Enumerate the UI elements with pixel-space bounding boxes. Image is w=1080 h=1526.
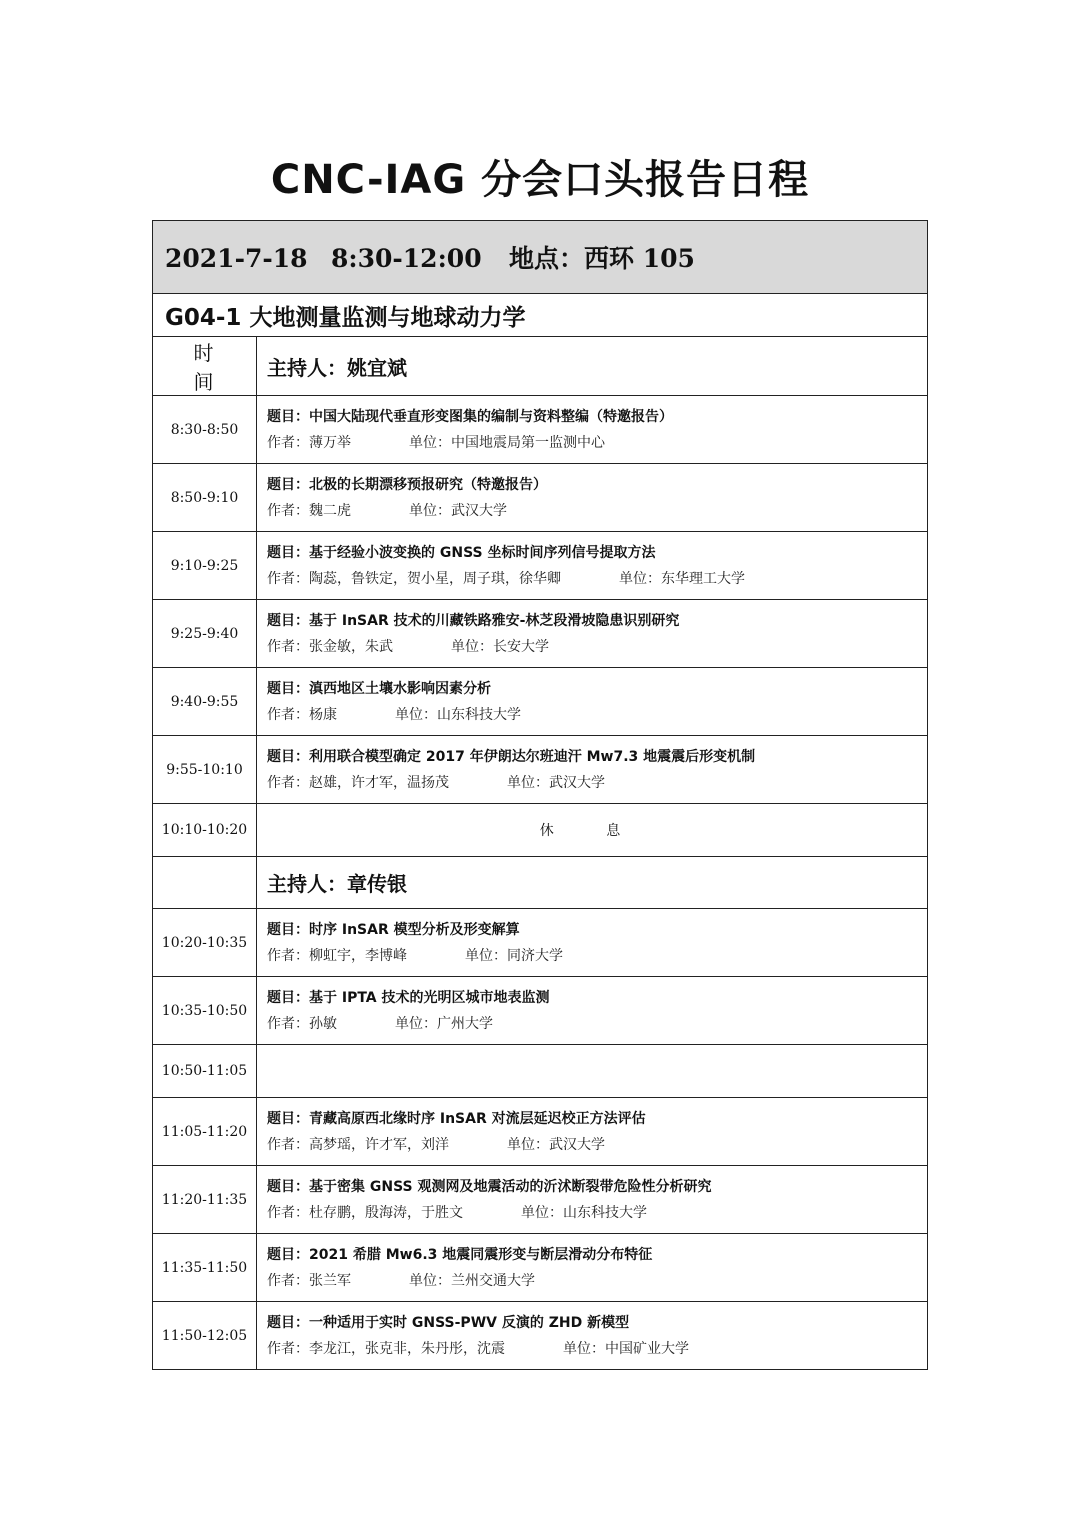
unit-prefix: 单位：	[451, 638, 493, 655]
title-prefix: 题目：	[267, 748, 309, 765]
talk-title-line	[267, 1242, 927, 1268]
talk-cell	[257, 532, 928, 600]
header-venue: 地点：西环 105	[509, 244, 695, 273]
break-row	[153, 804, 928, 857]
talk-authors: 柳虹宇，李博峰	[309, 947, 407, 964]
talk-title-line	[267, 917, 927, 943]
time-column-label: 时 间	[153, 337, 257, 396]
talk-meta-line	[267, 634, 927, 660]
title-prefix: 题目：	[267, 989, 309, 1006]
talk-title: 基于密集 GNSS 观测网及地震活动的沂沭断裂带危险性分析研究	[309, 1178, 712, 1195]
author-prefix: 作者：	[267, 706, 309, 723]
talk-title: 2021 希腊 Mw6.3 地震同震形变与断层滑动分布特征	[309, 1246, 653, 1263]
talk-title: 青藏高原西北缘时序 InSAR 对流层延迟校正方法评估	[309, 1110, 646, 1127]
talk-title-line	[267, 744, 927, 770]
author-prefix: 作者：	[267, 947, 309, 964]
author-prefix: 作者：	[267, 1015, 309, 1032]
session-title: G04-1 大地测量监测与地球动力学	[153, 294, 928, 337]
talk-unit: 同济大学	[507, 947, 563, 964]
talk-title: 中国大陆现代垂直形变图集的编制与资料整编（特邀报告）	[309, 408, 673, 425]
talk-title-line	[267, 1106, 927, 1132]
talk-meta-line	[267, 770, 927, 796]
unit-prefix: 单位：	[507, 774, 549, 791]
talk-meta-line	[267, 566, 927, 592]
header-date: 2021-7-18	[165, 244, 308, 273]
page-title: CNC-IAG 分会口头报告日程	[270, 157, 810, 203]
talk-row	[153, 736, 928, 804]
talk-authors: 陶蕊，鲁铁定，贺小星，周子琪，徐华卿	[309, 570, 561, 587]
talk-time: 11:35-11:50	[153, 1234, 257, 1302]
unit-prefix: 单位：	[507, 1136, 549, 1153]
talk-row	[153, 1166, 928, 1234]
talk-title-line	[267, 608, 927, 634]
title-prefix: 题目：	[267, 1110, 309, 1127]
talk-unit: 武汉大学	[451, 502, 507, 519]
talk-time: 8:50-9:10	[153, 464, 257, 532]
talk-title-line	[267, 676, 927, 702]
author-prefix: 作者：	[267, 434, 309, 451]
talk-unit: 中国地震局第一监测中心	[451, 434, 605, 451]
author-prefix: 作者：	[267, 1136, 309, 1153]
talk-title-line	[267, 985, 927, 1011]
talk-title: 滇西地区土壤水影响因素分析	[309, 680, 491, 697]
break-time: 10:10-10:20	[153, 804, 257, 857]
talk-meta-line	[267, 943, 927, 969]
author-prefix: 作者：	[267, 1272, 309, 1289]
author-prefix: 作者：	[267, 774, 309, 791]
talk-row	[153, 1098, 928, 1166]
talk-time: 11:50-12:05	[153, 1302, 257, 1370]
author-prefix: 作者：	[267, 1204, 309, 1221]
talk-authors: 张金敏，朱武	[309, 638, 393, 655]
talk-authors: 张兰军	[309, 1272, 351, 1289]
talk-title-line	[267, 472, 927, 498]
talk-row	[153, 909, 928, 977]
talk-cell	[257, 668, 928, 736]
talk-authors: 高梦瑶，许才军，刘洋	[309, 1136, 449, 1153]
talk-meta-line	[267, 430, 927, 456]
talk-row	[153, 532, 928, 600]
talk-title: 基于 InSAR 技术的川藏铁路雅安-林芝段滑坡隐患识别研究	[309, 612, 680, 629]
author-prefix: 作者：	[267, 638, 309, 655]
title-prefix: 题目：	[267, 612, 309, 629]
talk-meta-line	[267, 498, 927, 524]
talk-cell	[257, 736, 928, 804]
title-prefix: 题目：	[267, 680, 309, 697]
unit-prefix: 单位：	[395, 1015, 437, 1032]
talk-meta-line	[267, 1200, 927, 1226]
talk-row	[153, 464, 928, 532]
talk-row	[153, 600, 928, 668]
empty-slot-cell	[257, 1045, 928, 1098]
author-prefix: 作者：	[267, 1340, 309, 1357]
talk-cell	[257, 1302, 928, 1370]
talk-unit: 广州大学	[437, 1015, 493, 1032]
title-prefix: 题目：	[267, 1178, 309, 1195]
talk-time: 9:10-9:25	[153, 532, 257, 600]
talk-meta-line	[267, 1268, 927, 1294]
talk-authors: 杜存鹏，殷海涛，于胜文	[309, 1204, 463, 1221]
talk-meta-line	[267, 702, 927, 728]
talk-row	[153, 1302, 928, 1370]
talk-meta-line	[267, 1011, 927, 1037]
talk-authors: 杨康	[309, 706, 337, 723]
unit-prefix: 单位：	[563, 1340, 605, 1357]
talk-title-line	[267, 1174, 927, 1200]
talk-title: 基于 IPTA 技术的光明区城市地表监测	[309, 989, 550, 1006]
talk-time: 11:20-11:35	[153, 1166, 257, 1234]
talk-unit: 东华理工大学	[661, 570, 745, 587]
chair-2-time-cell	[153, 857, 257, 909]
session-row	[153, 294, 928, 337]
schedule-table	[152, 220, 928, 1370]
talk-cell	[257, 1098, 928, 1166]
title-prefix: 题目：	[267, 408, 309, 425]
unit-prefix: 单位：	[409, 502, 451, 519]
talk-cell	[257, 1166, 928, 1234]
empty-slot-row	[153, 1045, 928, 1098]
author-prefix: 作者：	[267, 570, 309, 587]
talk-cell	[257, 600, 928, 668]
chair-1: 主持人：姚宜斌	[257, 337, 928, 396]
talk-time: 9:40-9:55	[153, 668, 257, 736]
title-prefix: 题目：	[267, 544, 309, 561]
talk-cell	[257, 977, 928, 1045]
talk-unit: 山东科技大学	[437, 706, 521, 723]
talk-unit: 兰州交通大学	[451, 1272, 535, 1289]
talk-title: 时序 InSAR 模型分析及形变解算	[309, 921, 520, 938]
talk-time: 10:20-10:35	[153, 909, 257, 977]
empty-slot-time: 10:50-11:05	[153, 1045, 257, 1098]
talk-authors: 孙敏	[309, 1015, 337, 1032]
talk-title-line	[267, 1310, 927, 1336]
header-cell	[153, 221, 928, 294]
unit-prefix: 单位：	[619, 570, 661, 587]
title-prefix: 题目：	[267, 476, 309, 493]
header-time: 8:30-12:00	[331, 244, 482, 273]
unit-prefix: 单位：	[521, 1204, 563, 1221]
talk-time: 11:05-11:20	[153, 1098, 257, 1166]
talk-title: 基于经验小波变换的 GNSS 坐标时间序列信号提取方法	[309, 544, 656, 561]
unit-prefix: 单位：	[409, 1272, 451, 1289]
chair-2-row	[153, 857, 928, 909]
talk-row	[153, 396, 928, 464]
talk-title-line	[267, 540, 927, 566]
talk-time: 10:35-10:50	[153, 977, 257, 1045]
talk-cell	[257, 396, 928, 464]
label-row	[153, 337, 928, 396]
talk-title: 一种适用于实时 GNSS-PWV 反演的 ZHD 新模型	[309, 1314, 630, 1331]
talk-meta-line	[267, 1132, 927, 1158]
talk-title: 北极的长期漂移预报研究（特邀报告）	[309, 476, 547, 493]
author-prefix: 作者：	[267, 502, 309, 519]
talk-time: 9:25-9:40	[153, 600, 257, 668]
talk-authors: 李龙江，张克非，朱丹彤，沈震	[309, 1340, 505, 1357]
talk-unit: 武汉大学	[549, 1136, 605, 1153]
talk-unit: 中国矿业大学	[605, 1340, 689, 1357]
talk-meta-line	[267, 1336, 927, 1362]
talk-unit: 武汉大学	[549, 774, 605, 791]
talk-row	[153, 977, 928, 1045]
title-prefix: 题目：	[267, 1314, 309, 1331]
talk-authors: 魏二虎	[309, 502, 351, 519]
talk-cell	[257, 909, 928, 977]
chair-2: 主持人：章传银	[257, 857, 928, 909]
unit-prefix: 单位：	[395, 706, 437, 723]
talk-cell	[257, 464, 928, 532]
talk-unit: 山东科技大学	[563, 1204, 647, 1221]
talk-title-line	[267, 404, 927, 430]
talk-row	[153, 668, 928, 736]
header-row	[153, 221, 928, 294]
title-prefix: 题目：	[267, 1246, 309, 1263]
talk-time: 9:55-10:10	[153, 736, 257, 804]
talk-title: 利用联合模型确定 2017 年伊朗达尔班迪汗 Mw7.3 地震震后形变机制	[309, 748, 756, 765]
talk-cell	[257, 1234, 928, 1302]
talk-time: 8:30-8:50	[153, 396, 257, 464]
talk-authors: 赵雄，许才军，温扬茂	[309, 774, 449, 791]
unit-prefix: 单位：	[409, 434, 451, 451]
title-prefix: 题目：	[267, 921, 309, 938]
break-label: 休 息	[257, 804, 928, 857]
talk-authors: 薄万举	[309, 434, 351, 451]
unit-prefix: 单位：	[465, 947, 507, 964]
talk-row	[153, 1234, 928, 1302]
talk-unit: 长安大学	[493, 638, 549, 655]
